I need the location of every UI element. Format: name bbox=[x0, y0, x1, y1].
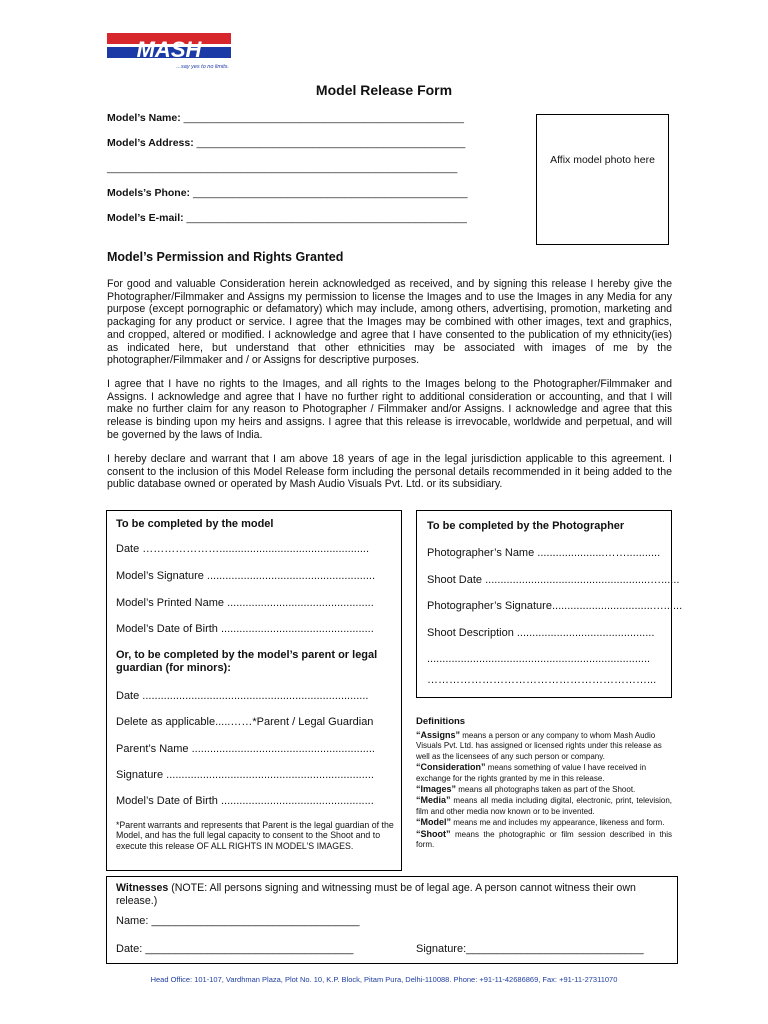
paragraph-permission: For good and valuable Consideration herein acknowledged as received, and by signing this release I hereby give the Photographer/Filmmaker and Assigns my permission to license the Images and to use the Images in any Media for any purpose (except pornographic or defamatory) which may include, among others, advertising, promotion, marketing and packaging for any product or service. I agree that the Images may be combined with other images, text and graphics, and cropped, altered or modified. I acknowledge and agree that I have consented to the publication of my ethnicity(ies) as indicated here, but understand that other ethnicities may be associated with images of me by the photographer/Filmmaker and / or Assigns for descriptive purposes. bbox=[107, 278, 672, 367]
photographer-name-field[interactable]: Photographer’s Name ......................……........... bbox=[427, 547, 661, 559]
paragraph-declaration: I hereby declare and warrant that I am above 18 years of age in the legal jurisdiction applicable to this agreement. I consent to the inclusion of this Model Release form including the personal details recommended in it being added to the public database owned or operated by Mash Audio Visuals Pvt. Ltd. or its subsidiary. bbox=[107, 453, 672, 491]
footer-address: Head Office: 101-107, Vardhman Plaza, Plot No. 10, K.P. Block, Pitam Pura, Delhi-110088. Phone: +91-11-42686869, Fax: +91-11-27311070 bbox=[150, 975, 618, 984]
model-completion-box bbox=[106, 510, 402, 871]
parent-name-field[interactable]: Parent’s Name ............................................................ bbox=[116, 743, 375, 755]
shoot-description-line-3[interactable]: ……………………………………………………... bbox=[427, 674, 657, 686]
section-heading: Model’s Permission and Rights Granted bbox=[107, 250, 344, 264]
shoot-description-field[interactable]: Shoot Description ............................................. bbox=[427, 627, 655, 639]
company-logo bbox=[107, 30, 231, 71]
photo-box bbox=[536, 114, 669, 245]
definitions-heading: Definitions bbox=[416, 716, 466, 727]
witness-box bbox=[106, 876, 678, 964]
witness-note: Witnesses (NOTE: All persons signing and witnessing must be of legal age. A person cannot witness their own release.) bbox=[116, 882, 636, 907]
form-title: Model Release Form bbox=[315, 82, 453, 98]
field-label: Model’s E-mail: bbox=[107, 212, 184, 224]
model-dob-field[interactable]: Model’s Date of Birth .................................................. bbox=[116, 623, 374, 635]
field-line: ____________________________________________________________ bbox=[107, 162, 458, 174]
guardian-signature-field[interactable]: Signature .................................................................... bbox=[116, 769, 374, 781]
guardian-date-field[interactable]: Date .......................................................................... bbox=[116, 690, 369, 702]
model-email-field[interactable] bbox=[107, 212, 467, 224]
field-label: Models’s Phone: bbox=[107, 187, 191, 199]
definitions-list bbox=[416, 730, 672, 850]
definition-item: “Model” means me and includes my appearance, likeness and form. bbox=[416, 817, 665, 828]
model-signature-field[interactable]: Model’s Signature ....................................................... bbox=[116, 570, 375, 582]
model-date-field[interactable]: Date …………………................................................. bbox=[116, 543, 370, 555]
paragraph-rights: I agree that I have no rights to the Images, and all rights to the Images belong to the Photographer/Filmmaker and Assigns. I acknowledge and agree that I have no further right to additional consideration or accounting, and that I will make no further claim for any reason to Photographer / Filmmaker and/or Assigns. I acknowledge and agree that this release is binding upon my heirs and assigns. I agree that this release is irrevocable, worldwide and perpetual, and will be governed by the laws of India. bbox=[107, 378, 672, 441]
guardian-type-field[interactable]: Delete as applicable.....……*Parent / Legal Guardian bbox=[116, 716, 374, 728]
model-box-heading: To be completed by the model bbox=[116, 518, 274, 530]
model-printed-name-field[interactable]: Model’s Printed Name ................................................ bbox=[116, 597, 374, 609]
field-line: _______________________________________________ bbox=[192, 187, 468, 199]
field-label: Model’s Address: bbox=[107, 137, 194, 149]
photographer-box-heading: To be completed by the Photographer bbox=[427, 520, 625, 532]
shoot-date-field[interactable]: Shoot Date ......................................................…...... bbox=[427, 574, 680, 586]
definition-item: “Shoot” means the photographic or film session described in this form. bbox=[416, 828, 672, 850]
photographer-signature-field[interactable]: Photographer’s Signature.................................…...... bbox=[427, 600, 683, 612]
logo-tagline: ...say yes to no limits. bbox=[176, 64, 229, 70]
definition-item: “Assigns” means a person or any company to whom Mash Audio Visuals Pvt. Ltd. has assigned or licensed rights under this release as well as the licensees of any such person or company. bbox=[416, 730, 662, 761]
guardian-note: *Parent warrants and represents that Parent is the legal guardian of the Model, and has the full legal capacity to consent to the Shoot and to execute this release OF ALL RIGHTS IN MODEL’S IMAGES. bbox=[116, 820, 394, 851]
field-label: Model’s Name: bbox=[107, 112, 181, 124]
field-line: ________________________________________________ bbox=[183, 112, 464, 124]
definition-item: “Consideration” means something of value I have received in exchange for the rights granted by me in this release. bbox=[416, 762, 647, 783]
definition-item: “Media” means all media including digital, electronic, print, television, film and other media now known or to be invented. bbox=[416, 795, 672, 816]
witness-date-field[interactable]: Date: __________________________________ bbox=[116, 943, 354, 955]
witness-signature-field[interactable]: Signature:_____________________________ bbox=[416, 943, 644, 955]
definition-item: “Images” means all photographs taken as part of the Shoot. bbox=[416, 784, 636, 795]
witness-name-field[interactable]: Name: __________________________________ bbox=[116, 915, 360, 927]
model-address-field[interactable] bbox=[107, 137, 465, 149]
model-address-line-2[interactable] bbox=[107, 162, 457, 174]
shoot-description-line-2[interactable]: ......................................................................... bbox=[427, 653, 651, 665]
logo-brand: MASH bbox=[136, 37, 202, 62]
guardian-heading: Or, to be completed by the model’s parent or legal guardian (for minors): bbox=[116, 649, 378, 674]
guardian-model-dob-field[interactable]: Model’s Date of Birth .................................................. bbox=[116, 795, 374, 807]
photo-box-label: Affix model photo here bbox=[550, 154, 655, 166]
photographer-completion-box bbox=[416, 510, 683, 698]
field-line: ______________________________________________ bbox=[196, 137, 466, 149]
field-line: ________________________________________________ bbox=[186, 212, 467, 224]
model-name-field[interactable] bbox=[107, 112, 464, 124]
model-phone-field[interactable] bbox=[107, 187, 467, 199]
